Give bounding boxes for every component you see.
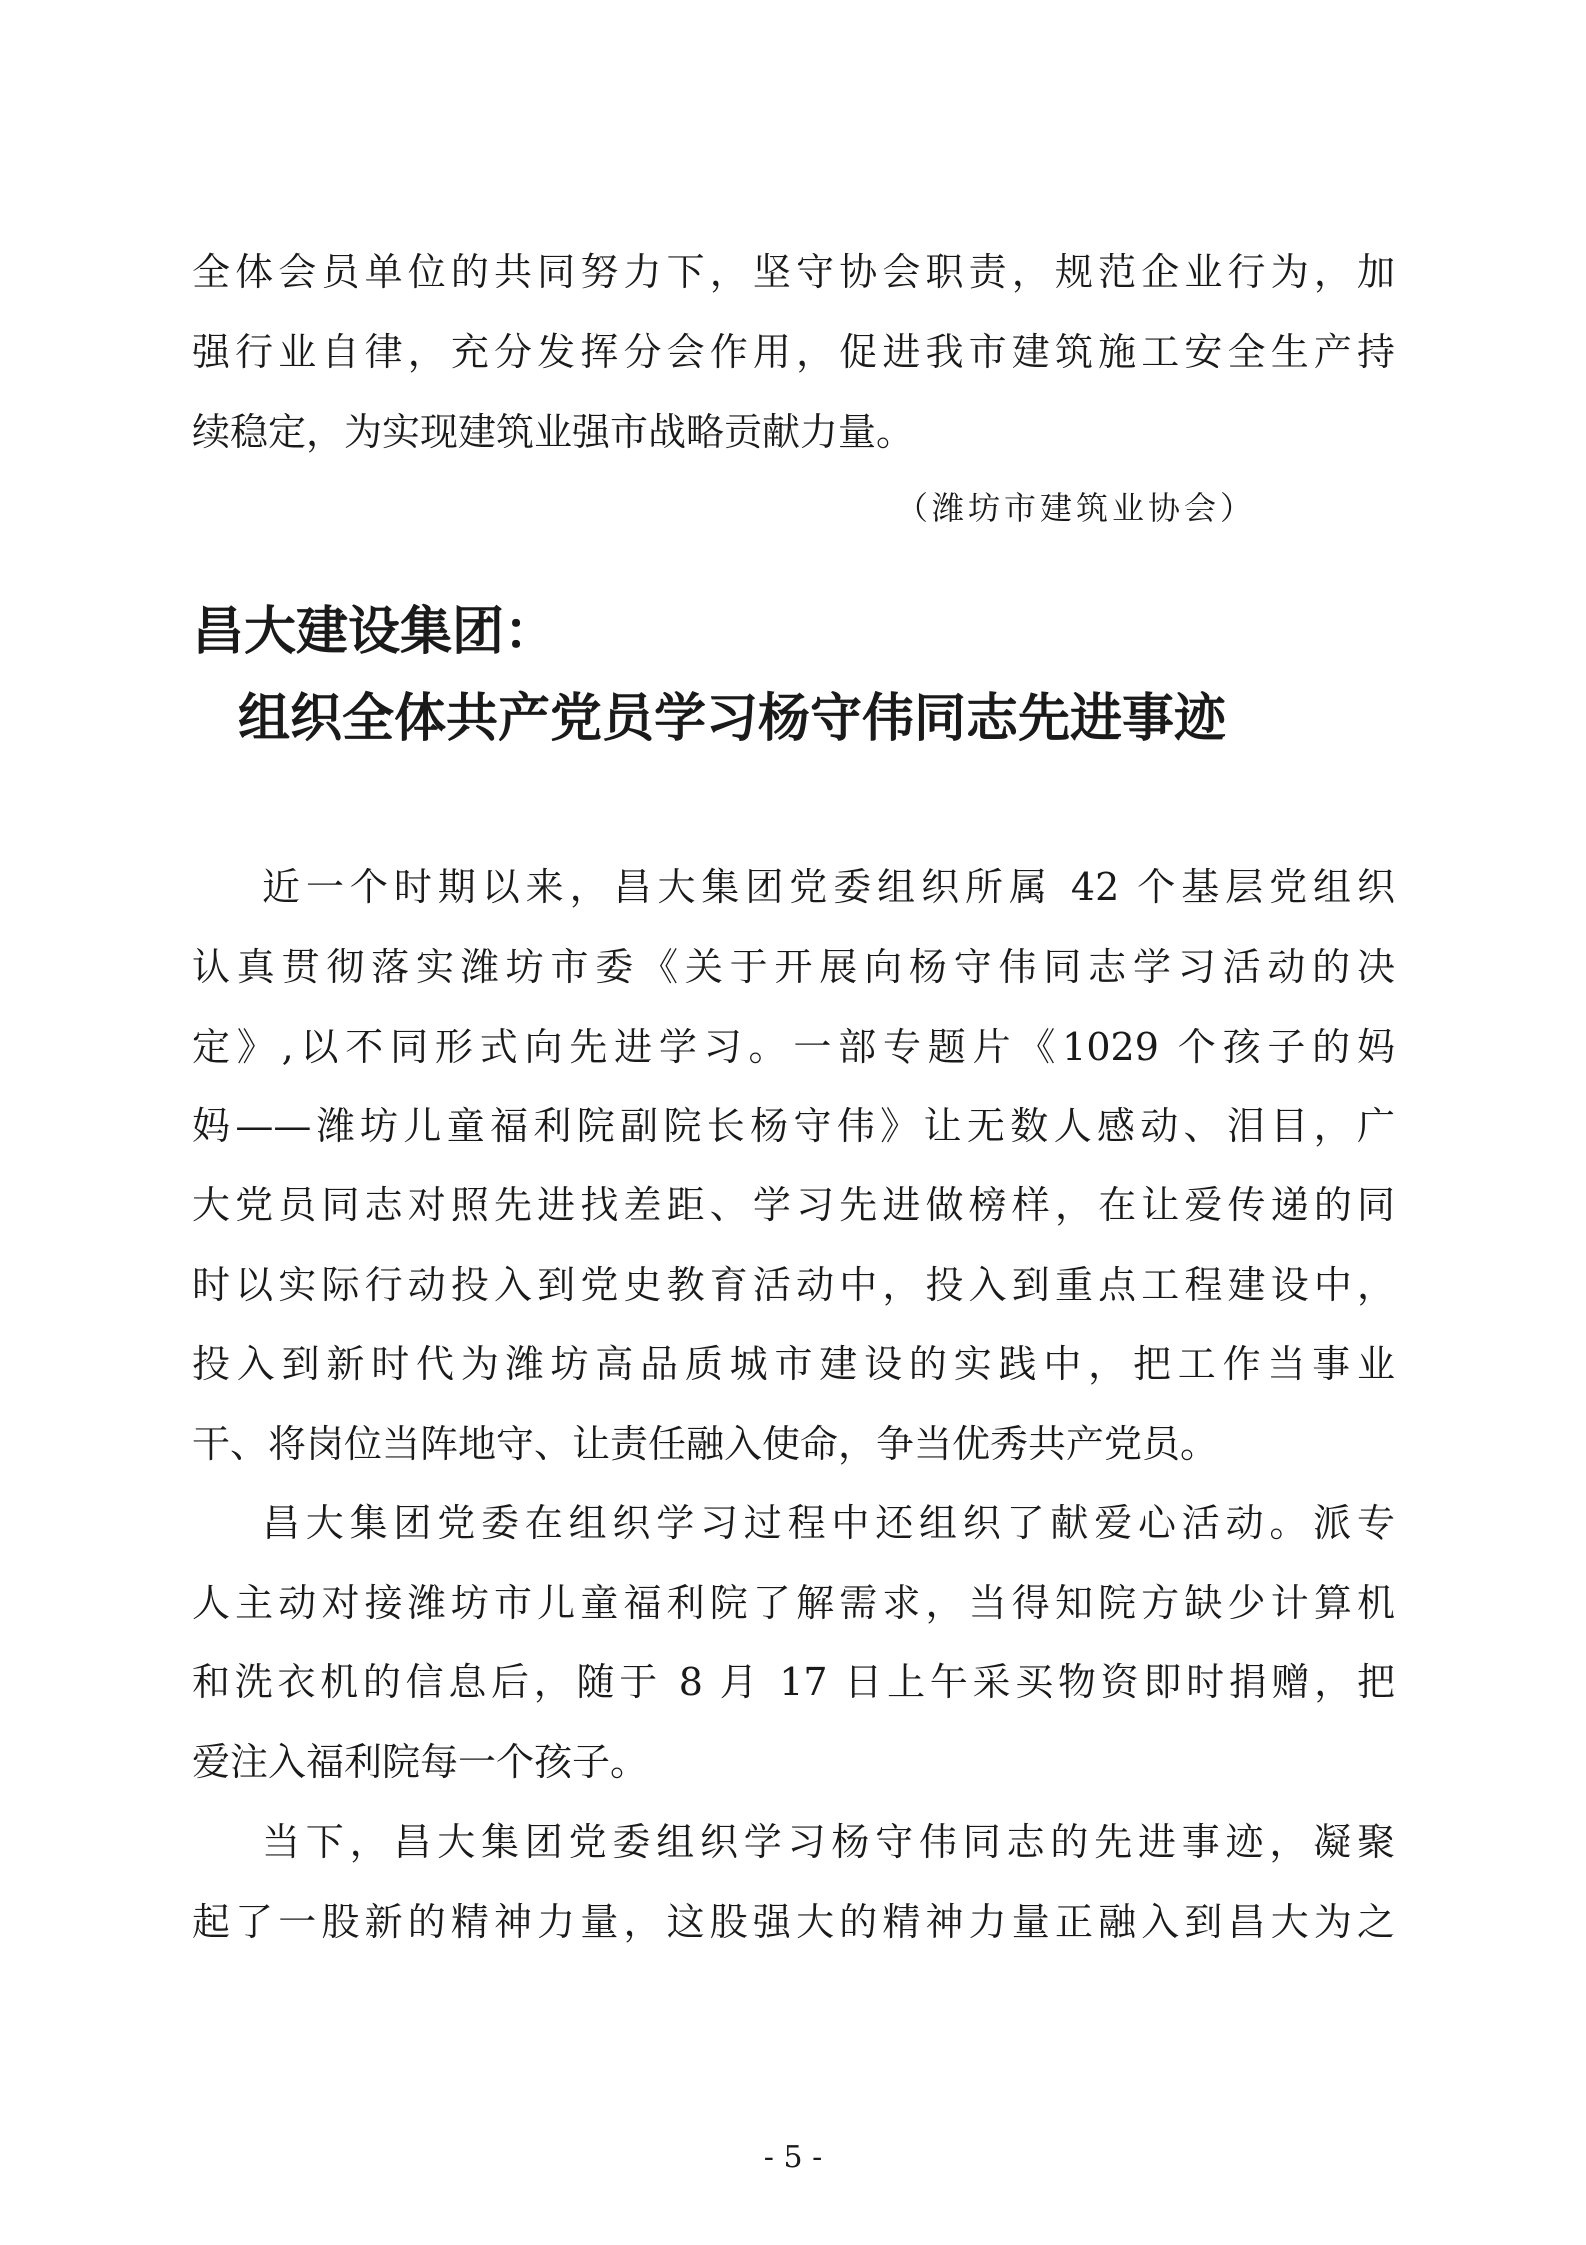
article-title-line-2: 组织全体共产党员学习杨守伟同志先进事迹 <box>238 689 1227 749</box>
article-title-line-1: 昌大建设集团： <box>192 602 557 662</box>
paragraph-2-line-3: 和洗衣机的信息后，随于 8 月 17 日上午采买物资即时捐赠，把 <box>192 1660 1395 1704</box>
paragraph-1-line-1: 近一个时期以来，昌大集团党委组织所属 42 个基层党组织 <box>262 865 1395 909</box>
paragraph-3-line-1: 当下，昌大集团党委组织学习杨守伟同志的先进事迹，凝聚 <box>262 1820 1395 1864</box>
paragraph-1-line-2: 认真贯彻落实潍坊市委《关于开展向杨守伟同志学习活动的决 <box>192 945 1395 989</box>
paragraph-2-line-1: 昌大集团党委在组织学习过程中还组织了献爱心活动。派专 <box>262 1501 1395 1545</box>
paragraph-1-line-7: 投入到新时代为潍坊高品质城市建设的实践中，把工作当事业 <box>192 1342 1395 1386</box>
paragraph-2-line-4: 爱注入福利院每一个孩子。 <box>192 1740 649 1784</box>
signature: （潍坊市建筑业协会） <box>895 489 1256 527</box>
intro-line-2: 强行业自律，充分发挥分会作用，促进我市建筑施工安全生产持 <box>192 330 1395 374</box>
paragraph-1-line-8: 干、将岗位当阵地守、让责任融入使命，争当优秀共产党员。 <box>192 1422 1219 1466</box>
intro-line-3: 续稳定，为实现建筑业强市战略贡献力量。 <box>192 410 915 454</box>
paragraph-1-line-6: 时以实际行动投入到党史教育活动中，投入到重点工程建设中， <box>192 1263 1395 1307</box>
paragraph-2-line-2: 人主动对接潍坊市儿童福利院了解需求，当得知院方缺少计算机 <box>192 1581 1395 1625</box>
paragraph-1-line-3: 定》,以不同形式向先进学习。一部专题片《1029 个孩子的妈 <box>192 1025 1395 1069</box>
intro-line-1: 全体会员单位的共同努力下，坚守协会职责，规范企业行为，加 <box>192 250 1395 294</box>
paragraph-1-line-4: 妈——潍坊儿童福利院副院长杨守伟》让无数人感动、泪目，广 <box>192 1104 1395 1148</box>
paragraph-3-line-2: 起了一股新的精神力量，这股强大的精神力量正融入到昌大为之 <box>192 1900 1395 1944</box>
paragraph-1-line-5: 大党员同志对照先进找差距、学习先进做榜样，在让爱传递的同 <box>192 1183 1395 1227</box>
page-number: - 5 - <box>763 2140 823 2175</box>
